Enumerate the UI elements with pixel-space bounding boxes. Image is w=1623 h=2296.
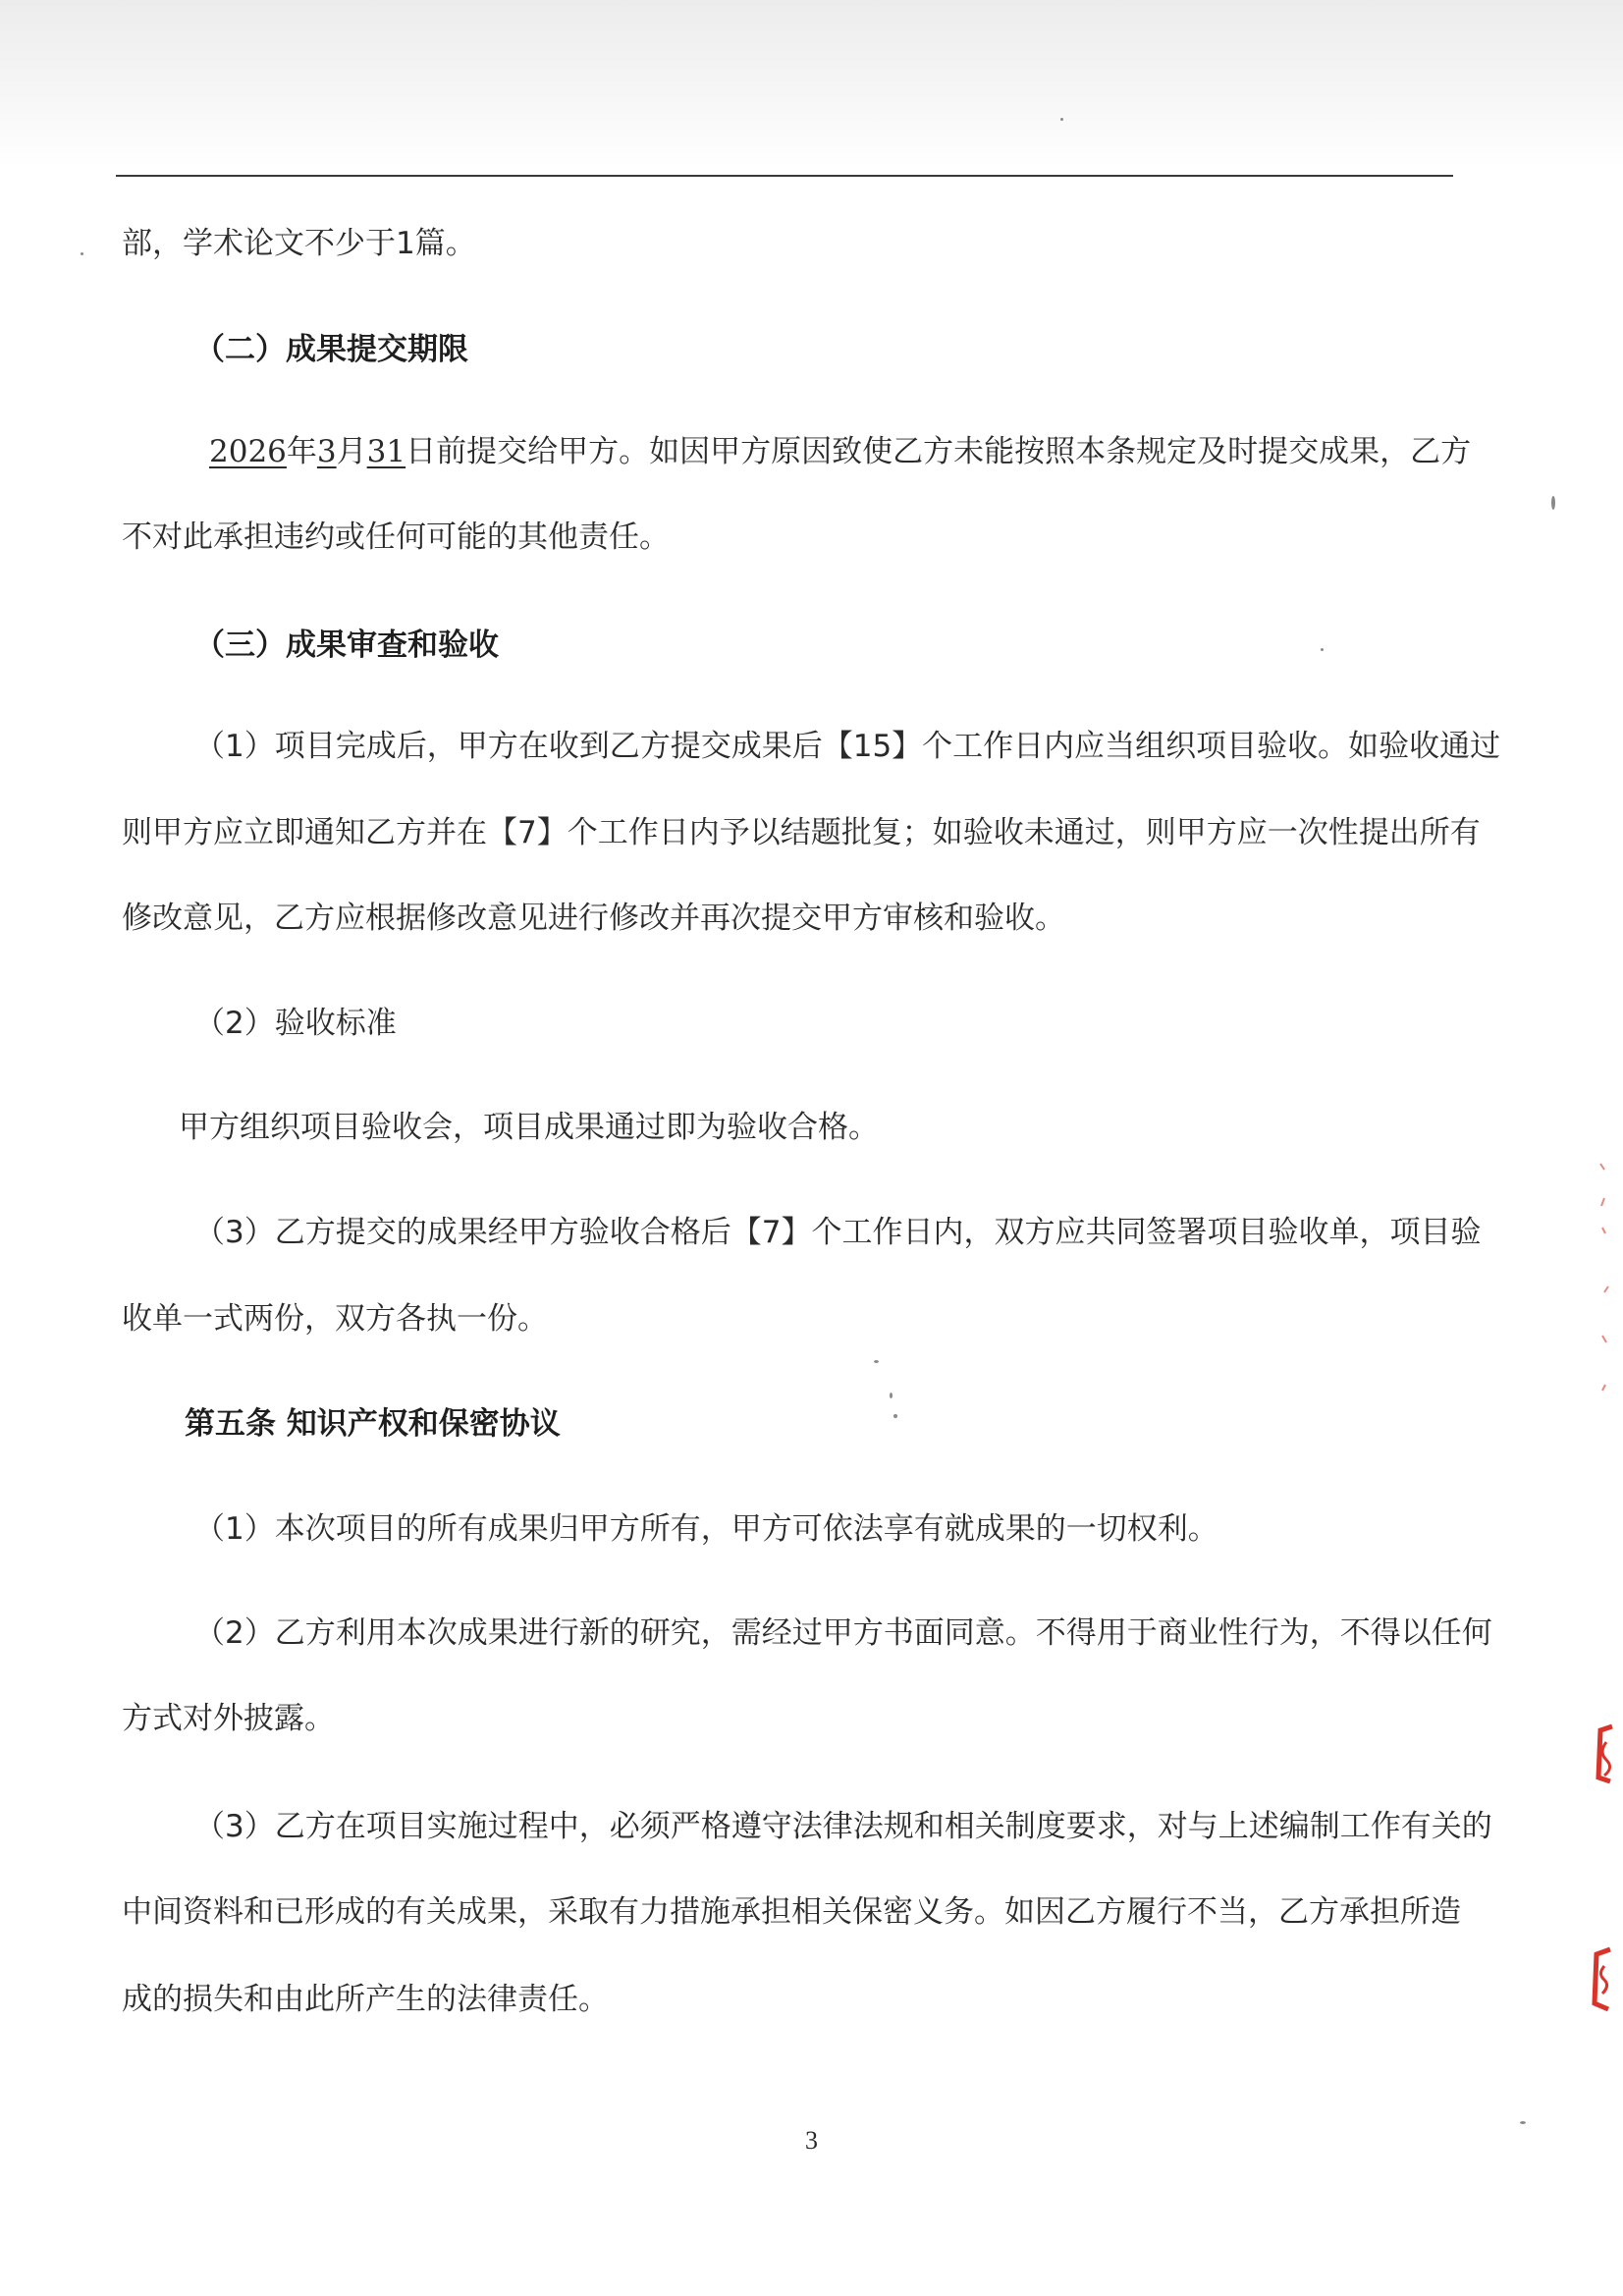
body-line: 不对此承担违约或任何可能的其他责任。	[122, 519, 670, 555]
red-seal-fragment	[1561, 1709, 1623, 2062]
deadline-year-unit: 年	[286, 434, 317, 469]
body-line: （3）乙方在项目实施过程中，必须严格遵守法律法规和相关制度要求，对与上述编制工作有关的	[194, 1809, 1492, 1844]
scan-speck	[890, 1393, 893, 1398]
body-line: 则甲方应立即通知乙方并在【7】个工作日内予以结题批复；如验收未通过，则甲方应一次性提出所有	[122, 815, 1481, 850]
scan-speck	[874, 1360, 879, 1363]
body-line: 成的损失和由此所产生的法律责任。	[122, 1982, 609, 2017]
scan-speck	[1520, 2121, 1526, 2124]
deadline-month-unit: 月	[336, 434, 367, 469]
sub-heading-acceptance-standard: （2）验收标准	[194, 1006, 397, 1041]
header-rule	[116, 175, 1453, 177]
deadline-day: 31	[366, 434, 406, 469]
scan-speck	[81, 252, 83, 255]
page-number: 3	[805, 2126, 818, 2155]
seal-edge-marks	[1591, 1159, 1623, 1414]
body-line: 部，学术论文不少于1篇。	[122, 226, 476, 261]
body-line: 甲方组织项目验收会，项目成果通过即为验收合格。	[179, 1110, 879, 1145]
body-line: （1）本次项目的所有成果归甲方所有，甲方可依法享有就成果的一切权利。	[194, 1511, 1218, 1547]
deadline-month: 3	[316, 434, 337, 469]
scan-speck	[1321, 648, 1324, 651]
deadline-rest: 日前提交给甲方。如因甲方原因致使乙方未能按照本条规定及时提交成果，乙方	[406, 434, 1472, 469]
deadline-line	[209, 430, 1472, 473]
scan-speck	[1060, 118, 1063, 121]
body-line: 收单一式两份，双方各执一份。	[122, 1301, 548, 1337]
body-line: （3）乙方提交的成果经甲方验收合格后【7】个工作日内，双方应共同签署项目验收单，项目验	[194, 1215, 1482, 1250]
body-line: 修改意见，乙方应根据修改意见进行修改并再次提交甲方审核和验收。	[122, 901, 1065, 936]
section-heading-submission-deadline: （二）成果提交期限	[194, 332, 468, 367]
body-line: 中间资料和已形成的有关成果，采取有力措施承担相关保密义务。如因乙方履行不当，乙方承担所造	[122, 1894, 1461, 1930]
body-line: （1）项目完成后，甲方在收到乙方提交成果后【15】个工作日内应当组织项目验收。如验收通过	[194, 729, 1501, 764]
body-line: 方式对外披露。	[122, 1701, 335, 1736]
scan-shadow	[0, 0, 1623, 167]
scan-speck	[1551, 496, 1555, 510]
scan-speck	[893, 1414, 897, 1418]
section-heading-review-acceptance: （三）成果审查和验收	[194, 628, 499, 663]
article-five-heading: 第五条 知识产权和保密协议	[185, 1406, 561, 1442]
deadline-year: 2026	[209, 434, 287, 469]
body-line: （2）乙方利用本次成果进行新的研究，需经过甲方书面同意。不得用于商业性行为，不得以任何	[194, 1615, 1492, 1651]
